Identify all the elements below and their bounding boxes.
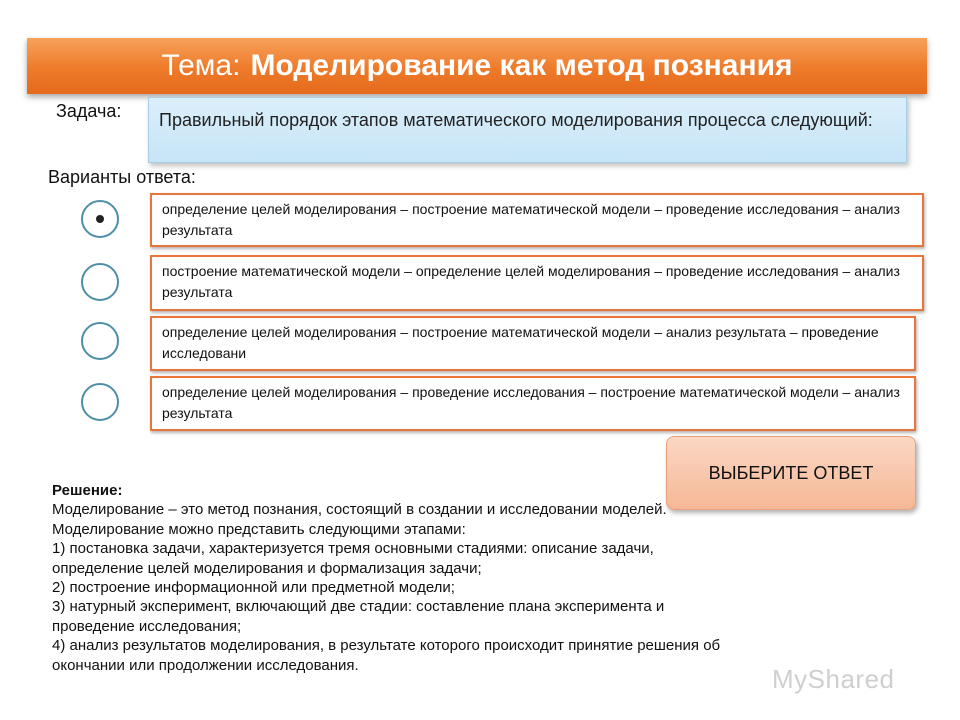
slide-title <box>27 38 927 94</box>
option-3[interactable]: определение целей моделирования – построение математической модели – анализ результата – проведение исследовани <box>150 316 916 371</box>
option-3-radio[interactable] <box>81 322 119 360</box>
option-2[interactable]: построение математической модели – определение целей моделирования – проведение исследования – анализ результата <box>150 255 924 311</box>
option-2-radio[interactable] <box>81 263 119 301</box>
task-question: Правильный порядок этапов математического моделирования процесса следующий: <box>148 97 907 163</box>
option-4-radio[interactable] <box>81 383 119 421</box>
solution-line: 3) натурный эксперимент, включающий две стадии: составление плана эксперимента и <box>52 598 665 616</box>
solution-line: Моделирование – это метод познания, состоящий в создании и исследовании моделей. <box>52 501 667 519</box>
options-label: Варианты ответа: <box>48 167 196 187</box>
solution-line: 2) построение информационной или предметной модели; <box>52 579 455 597</box>
option-1[interactable]: определение целей моделирования – построение математической модели – проведение исследования – анализ результата <box>150 193 924 247</box>
option-1-radio[interactable] <box>81 200 119 238</box>
selected-dot-icon <box>96 215 104 223</box>
solution-line: определение целей моделирования и формализация задачи; <box>52 559 482 577</box>
solution-heading: Решение: <box>52 482 123 499</box>
solution-line: проведение исследования; <box>52 617 242 635</box>
solution-line: 4) анализ результатов моделирования, в результате которого происходит принятие решения об <box>52 637 721 655</box>
task-label: Задача: <box>56 101 122 121</box>
solution-line: Моделирование можно представить следующими этапами: <box>52 520 466 538</box>
title-prefix: Тема: <box>161 49 241 82</box>
solution-line: окончании или продолжении исследования. <box>52 656 359 674</box>
watermark-logo: MyShared <box>772 664 895 694</box>
title-main: Моделирование как метод познания <box>250 49 793 82</box>
select-answer-button[interactable]: ВЫБЕРИТЕ ОТВЕТ <box>666 436 916 510</box>
option-4[interactable]: определение целей моделирования – проведение исследования – построение математической модели – анализ результата <box>150 376 916 431</box>
solution-line: 1) постановка задачи, характеризуется тремя основными стадиями: описание задачи, <box>52 540 654 558</box>
solution-text <box>52 481 912 675</box>
